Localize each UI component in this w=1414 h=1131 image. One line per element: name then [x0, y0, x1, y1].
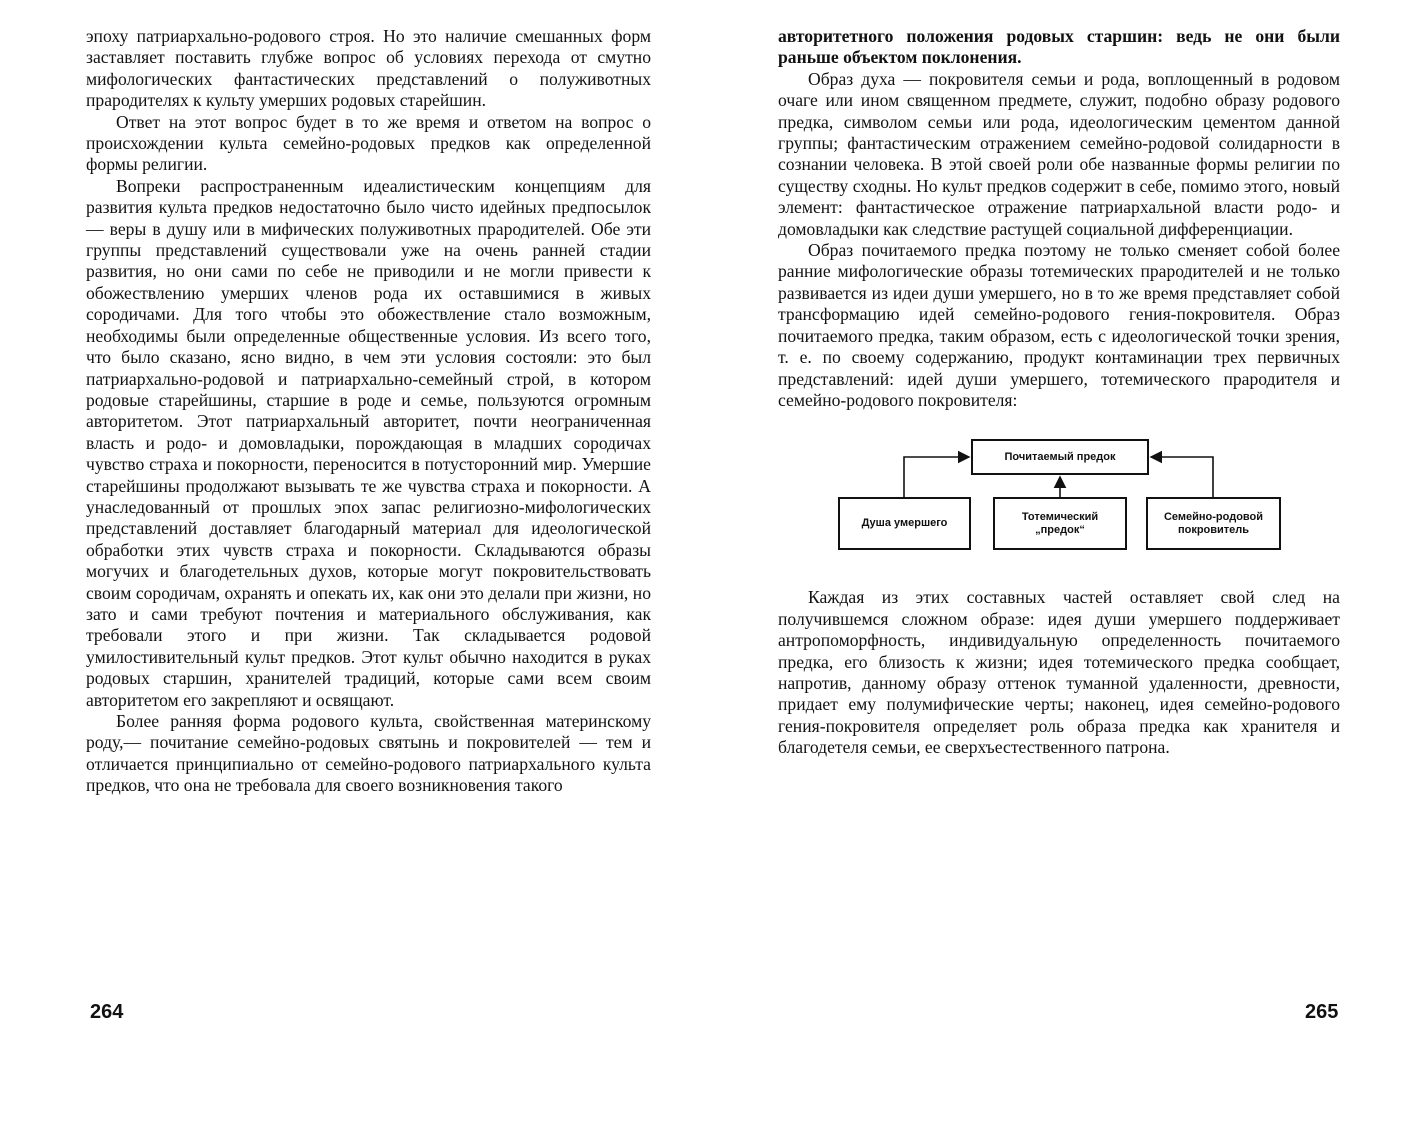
- right-paragraph-3: Образ почитаемого предка поэтому не только сменяет собой более ранние мифологические образы тотемических прародителей и не только развивается из идеи души умершего, но в то же время представляет собой трансформацию идей семейно-родового гения-покровителя. Образ почитаемого предка, таким образом, есть с идеологической точки зрения, т. е. по своему содержанию, продукт контаминации трех первичных представлений: идей души умершего, тотемического прародителя и семейно-родового покровителя:: [778, 240, 1340, 410]
- diagram-box-family-patron: Семейно-родовой покровитель: [1146, 497, 1281, 550]
- left-paragraph-4: Более ранняя форма родового культа, свойственная материнскому роду,— почитание семейно-родовых святынь и покровителей — тем и отличается принципиально от семейно-родового патриархального культа предков, что она не требовала для своего возникновения такого: [86, 711, 651, 796]
- right-page: [778, 26, 1340, 759]
- page-number-left: 264: [90, 1001, 124, 1023]
- arrow-left-connector: [904, 457, 969, 497]
- diagram-box-revered-ancestor: Почитаемый предок: [971, 439, 1149, 475]
- diagram-box-soul-of-deceased: Душа умершего: [838, 497, 971, 550]
- left-page: [86, 26, 651, 797]
- arrow-right-connector: [1151, 457, 1213, 497]
- left-paragraph-2: Ответ на этот вопрос будет в то же время и ответом на вопрос о происхождении культа семейно-родовых предков как определенной формы религии.: [86, 111, 651, 175]
- right-paragraph-2: Образ духа — покровителя семьи и рода, воплощенный в родовом очаге или ином священном предмете, служит, подобно образу родового предка, символом семьи или рода, идеологическим цементом данной группы; фантастическим отражением семейно-родовой солидарности в сознании человека. В этой своей роли обе названные формы религии по существу сходны. Но культ предков содержит в себе, помимо этого, новый элемент: фантастическое отражение патриархальной власти родо- и домовладыки как следствие растущей социальной дифференциации.: [778, 68, 1340, 239]
- left-paragraph-3: Вопреки распространенным идеалистическим концепциям для развития культа предков недостаточно было чисто идейных предпосылок — веры в душу или в мифических полуживотных прародителей. Обе эти группы представлений существовали уже на очень ранней стадии развития, но они сами по себе не приводили и не могли привести к обожествлению умерших членов рода их оставшимися в живых сородичами. Для того чтобы это обожествление стало возможным, необходимы были определенные общественные условия. Из всего того, что было сказано, ясно видно, в чем эти условия состояли: это был патриархально-родовой и патриархально-семейный строй, в котором родовые старейшины, старшие в роде и семье, пользуются огромным авторитетом. Этот патриархальный авторитет, почти неограниченная власть и родо- и домовладыки, порождающая в младших сородичах чувство страха и покорности, переносится в потусторонний мир. Умершие старейшины продолжают вызывать те же чувства страха и покорности. А унаследованный от прошлых эпох запас религиозно-мифологических представлений доставляет благодарный материал для идеологической обработки этих чувств страха и покорности. Складываются образы могучих и благодетельных духов, которые могут покровительствовать своим сородичам, охранять и опекать их, как они это делали при жизни, но зато и сами требуют почтения и материального обслуживания, как требовали этого и при жизни. Так складывается родовой умилостивительный культ предков. Этот культ обычно находится в руках родовых старшин, хранителей традиций, которые сами всем своим авторитетом его закрепляют и освящают.: [86, 175, 651, 710]
- diagram-box-totemic-ancestor: Тотемический „предок“: [993, 497, 1127, 550]
- page-number-right: 265: [1305, 1001, 1339, 1023]
- left-paragraph-1: эпоху патриархально-родового строя. Но это наличие смешанных форм заставляет поставить глубже вопрос об условиях перехода от смутно мифологических фантастических представлений о полуживотных прародителях к культу умерших родовых старейшин.: [86, 26, 651, 111]
- ancestor-diagram: [778, 439, 1340, 559]
- right-paragraph-1: авторитетного положения родовых старшин: ведь не они были раньше объектом поклонения.: [778, 26, 1340, 68]
- right-paragraph-4: Каждая из этих составных частей оставляет свой след на получившемся сложном образе: идея души умершего поддерживает антропоморфность, индивидуальную определенность почитаемого предка, его близость к жизни; идея тотемического предка сообщает, напротив, данному образу оттенок туманной удаленности, древности, придает ему полумифические черты; наконец, идея семейно-родового гения-покровителя определяет роль образа предка как хранителя и благодетеля семьи, ее сверхъестественного патрона.: [778, 587, 1340, 758]
